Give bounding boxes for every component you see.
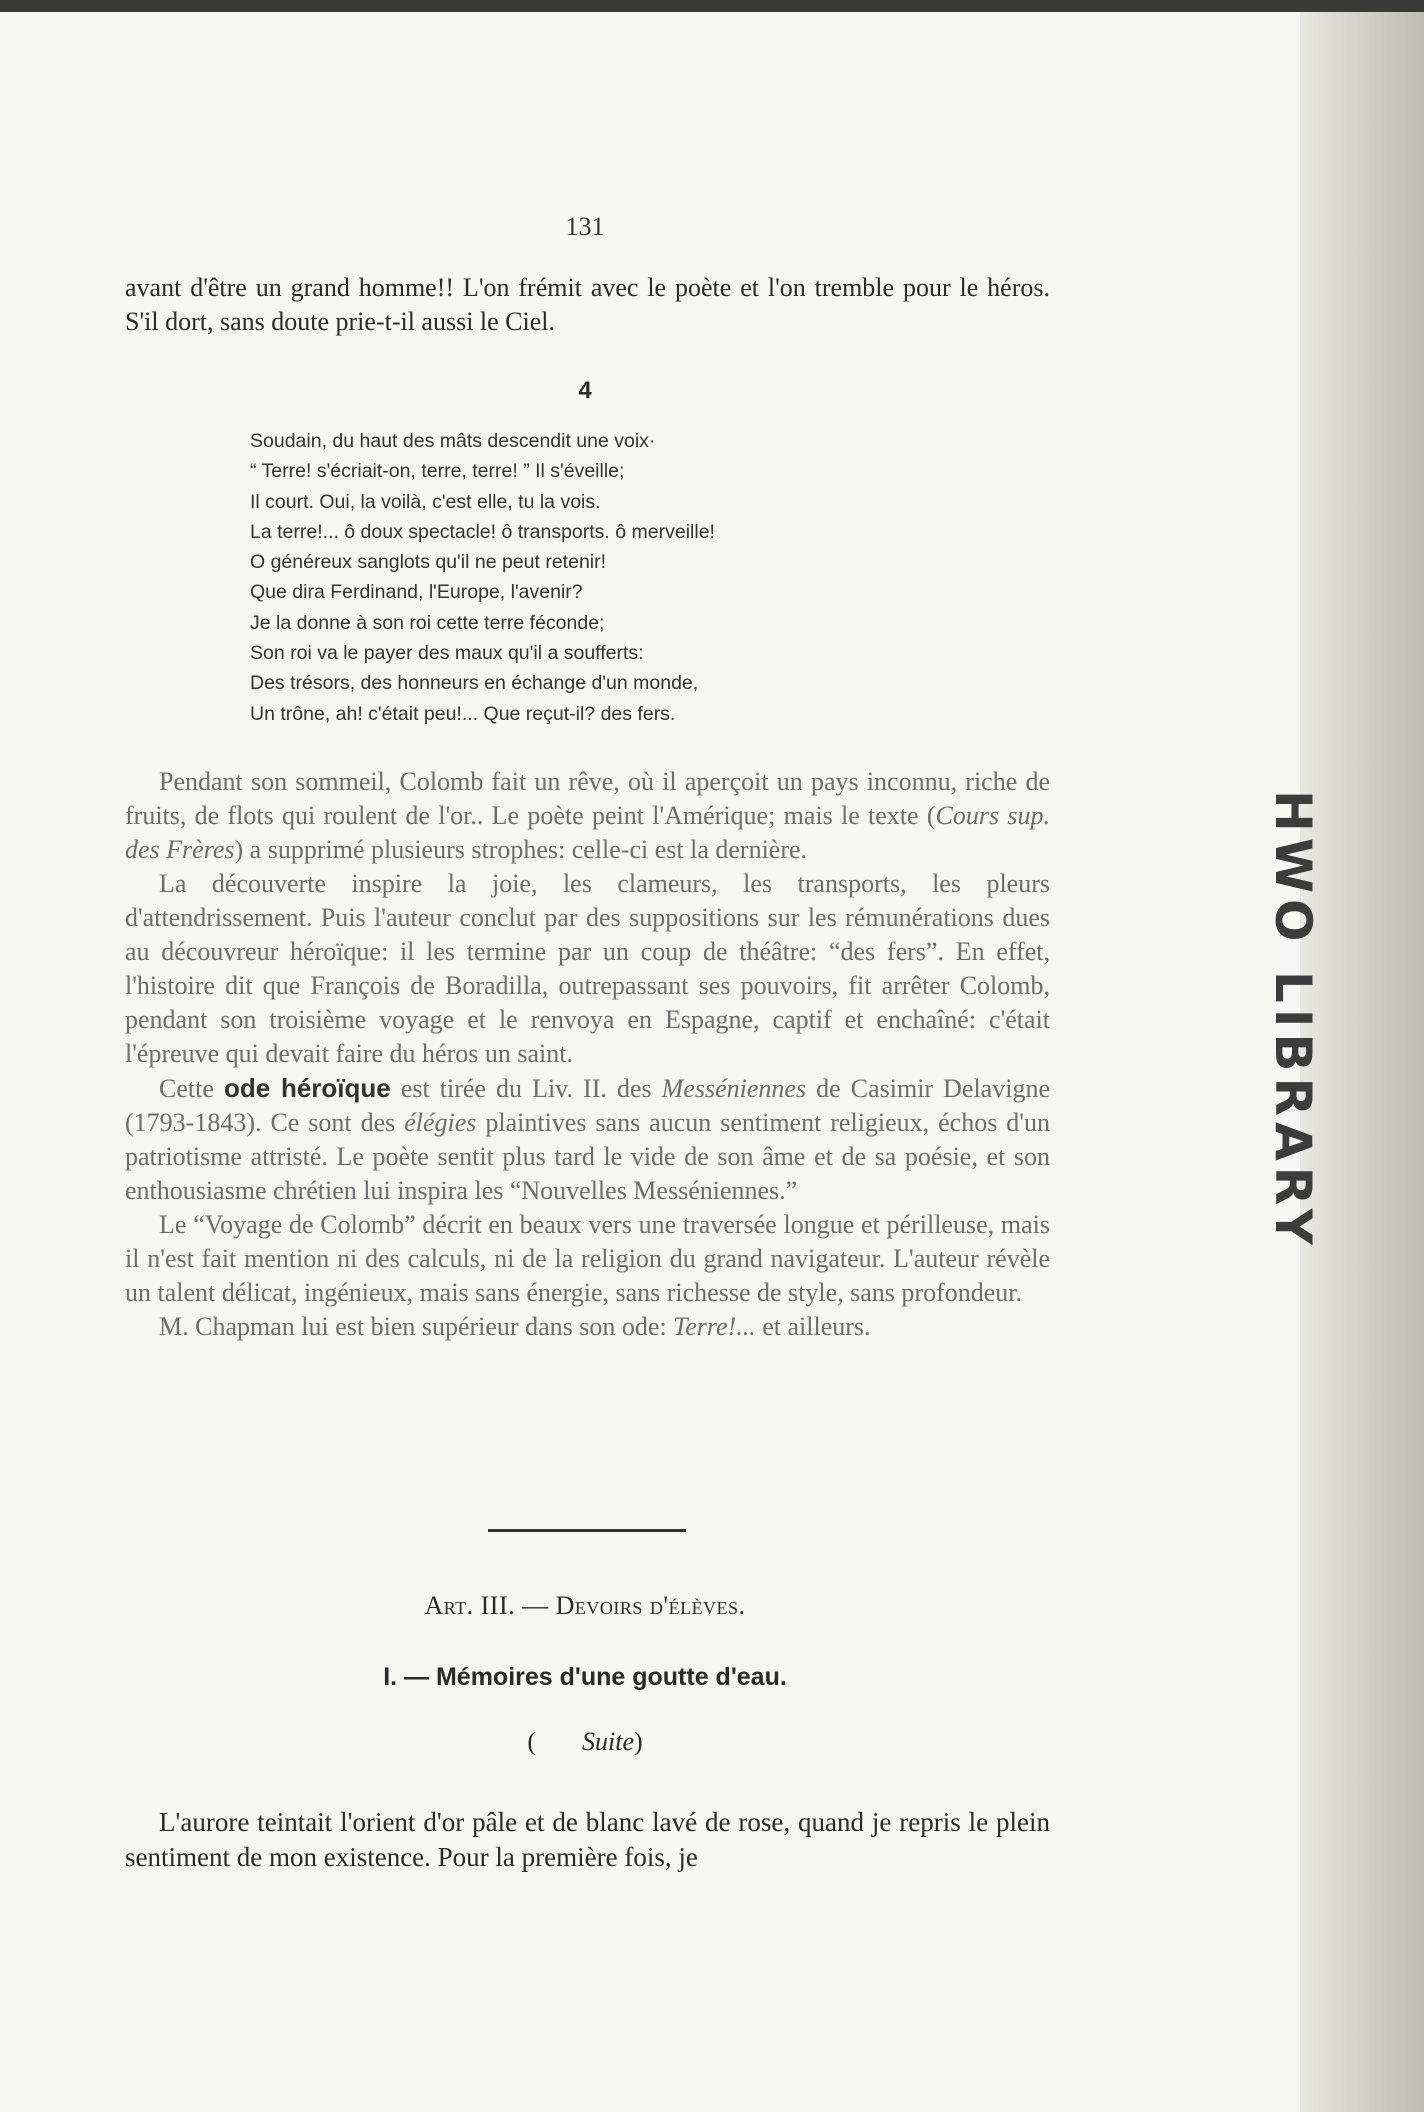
text-run: ) a supprimé plusieurs strophes: celle-ci est la dernière. [234,835,808,864]
italic-title: Messéniennes [661,1074,807,1103]
commentary [125,765,1050,1344]
text-run: et ailleurs. [755,1312,871,1341]
italic-citation: Cours sup. des Frères [125,801,1050,864]
spine-library-stamp: HWO LIBRARY [1264,790,1322,1251]
suite-note [0,1727,1170,1757]
intro-paragraph [125,271,1050,339]
poem-line: Il court. Oui, la voilà, c'est elle, tu la vois. [250,490,601,513]
text-run: Pendant son sommeil, Colomb fait un rêve, où il aperçoit un pays inconnu, riche de fruits, de flots qui roulent de l'or.. Le poète peint l'Amérique; mais le texte ( [125,767,1050,830]
stanza-number: 4 [578,377,592,404]
final-paragraph [125,1805,1050,1875]
bold-term: ode héroïque [223,1073,391,1103]
poem-line: Soudain, du haut des mâts descendit une voix· [250,430,656,452]
text-run: de Casimir Delavigne (1793-1843). Ce sont des [125,1074,1050,1137]
poem-line: Que dira Ferdinand, l'Europe, l'avenir? [250,581,583,604]
commentary-paragraph-5 [125,1310,1050,1344]
commentary-paragraph-3 [125,1071,1050,1208]
text-run: Cette [159,1074,224,1103]
italic-title: Terre!... [673,1312,756,1341]
text-run: est tirée du Liv. II. des [390,1074,662,1103]
paren-close: ) [634,1727,643,1756]
italic-term: élégies [404,1108,477,1137]
final-text: L'aurore teintait l'orient d'or pâle et de blanc lavé de rose, quand je repris le plein sentiment de mon existence. Pour la première fois, je [125,1807,1050,1872]
text-run: M. Chapman lui est bien supérieur dans son ode: [159,1312,674,1341]
text-run: plaintives sans aucun sentiment religieux, échos d'un patriotisme attristé. Le poète sentit plus tard le vide de son âme et de sa poésie, et son enthousiasme chrétien lui inspira les “Nouvelles Messéniennes.” [125,1108,1050,1205]
commentary-paragraph-4: Le “Voyage de Colomb” décrit en beaux vers une traversée longue et périlleuse, mais il n'est fait mention ni des calculs, ni de la religion du grand navigateur. L'auteur révèle un talent délicat, ingénieux, mais sans énergie, sans richesse de style, sans profondeur. [125,1210,1050,1307]
commentary-paragraph-1 [125,765,1050,867]
section-heading: Art. III. — Devoirs d'élèves. [424,1591,746,1620]
paren-open: ( [527,1727,536,1756]
page-number: 131 [565,212,605,241]
poem-line: Des trésors, des honneurs en échange d'un monde, [250,672,699,695]
poem-line: Je la donne à son roi cette terre féconde; [250,611,605,634]
poem-stanza [250,426,1010,729]
poem-line: La terre!... ô doux spectacle! ô transports. ô merveille! [250,520,715,543]
section-divider [488,1529,686,1532]
poem-line: “ Terre! s'écriait-on, terre, terre! ” Il s'éveille; [250,460,625,483]
poem-line: Son roi va le payer des maux qu'il a soufferts: [250,642,644,665]
intro-text: avant d'être un grand homme!! L'on frémit avec le poète et l'on tremble pour le héros. S'il dort, sans doute prie-t-il aussi le Ciel. [125,273,1050,336]
suite-word: Suite [582,1727,634,1756]
poem-line: O généreux sanglots qu'il ne peut retenir! [250,551,607,574]
poem-line: Un trône, ah! c'était peu!... Que reçut-il? des fers. [250,702,676,725]
subheading: I. — Mémoires d'une goutte d'eau. [383,1663,787,1691]
commentary-paragraph-2: La découverte inspire la joie, les clameurs, les transports, les pleurs d'attendrissement. Puis l'auteur conclut par des suppositions sur les rémunérations dues au découvreur héroïque: il les termine par un coup de théâtre: “des fers”. En effet, l'histoire dit que François de Boradilla, outrepassant ses pouvoirs, fit arrêter Colomb, pendant son troisième voyage et le renvoya en Espagne, captif et enchaîné: c'était l'épreuve qui devait faire du héros un saint. [125,869,1050,1068]
